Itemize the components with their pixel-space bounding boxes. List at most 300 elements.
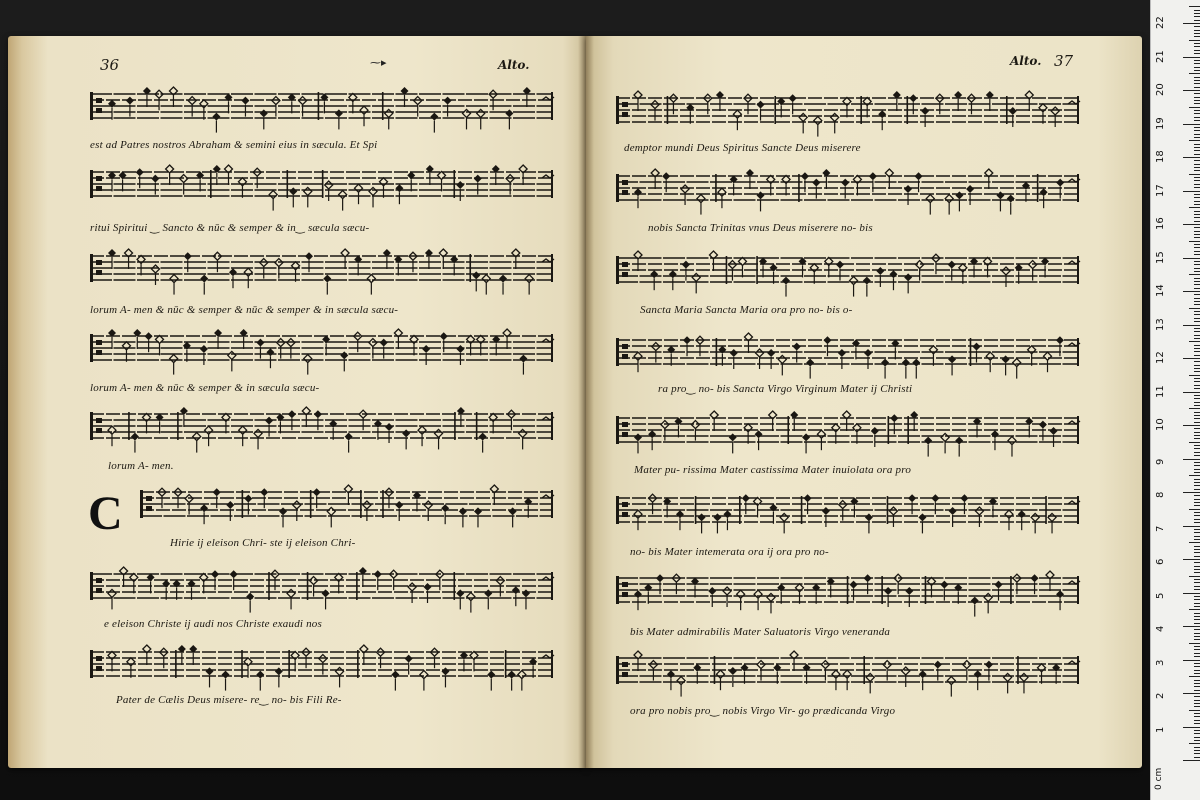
note (213, 165, 221, 185)
note (402, 429, 410, 449)
note (889, 270, 897, 290)
ruler-tick (1194, 378, 1200, 379)
ruler-tick (1194, 10, 1200, 11)
ruler-tick (1189, 375, 1200, 376)
ruler-tick (1194, 150, 1200, 151)
note (244, 268, 252, 288)
note (1025, 91, 1033, 111)
note (970, 257, 978, 277)
note (767, 175, 775, 195)
note (383, 249, 391, 269)
note (796, 584, 804, 604)
ruler-tick (1189, 408, 1200, 409)
note (354, 255, 362, 275)
ruler-tick (1194, 231, 1200, 232)
ruler-tick (1189, 6, 1200, 7)
ruler-tick (1194, 120, 1200, 121)
clef-bar (616, 338, 619, 366)
ruler-tick (1194, 639, 1200, 640)
note (1041, 257, 1049, 277)
ruler-tick (1189, 475, 1200, 476)
note (108, 329, 116, 349)
ruler-tick (1194, 633, 1200, 634)
note (147, 573, 155, 593)
note (127, 658, 135, 678)
note (519, 355, 527, 375)
lyric-line-left-8: Pater de Cælis Deus misere- re‿ no- bis Fili Re- (116, 694, 342, 706)
ruler-tick (1189, 274, 1200, 275)
clef-bar (90, 650, 93, 678)
note (955, 191, 963, 211)
note (1008, 437, 1016, 457)
note (974, 670, 982, 690)
note (413, 491, 421, 511)
ruler-number: 21 (1155, 49, 1166, 63)
ruler-tick (1194, 566, 1200, 567)
note (240, 329, 248, 349)
note (266, 348, 274, 368)
ruler-tick (1194, 448, 1200, 449)
note (716, 91, 724, 111)
note (276, 413, 284, 433)
ruler-tick (1194, 412, 1200, 413)
ruler-tick (1194, 546, 1200, 547)
ruler-tick (1194, 368, 1200, 369)
ruler-number: 17 (1155, 183, 1166, 197)
note (438, 171, 446, 191)
note (143, 87, 151, 107)
ruler-tick (1194, 137, 1200, 138)
note (850, 497, 858, 517)
ruler-tick (1194, 519, 1200, 520)
note (395, 501, 403, 521)
ruler-tick (1194, 616, 1200, 617)
note (757, 191, 765, 211)
music-staff-right-3 (612, 248, 1082, 304)
note (367, 275, 375, 295)
note (322, 589, 330, 609)
note (1022, 182, 1030, 202)
note (214, 329, 222, 349)
ruler-tick (1194, 160, 1200, 161)
ruler-number: 18 (1155, 150, 1166, 163)
note (292, 262, 300, 282)
note (893, 91, 901, 111)
ruler-tick (1189, 576, 1200, 577)
lyric-line-right-2: nobis Sancta Trinitas vnus Deus miserere no- bis (648, 222, 873, 234)
note (971, 597, 979, 617)
ruler-tick (1194, 572, 1200, 573)
ruler-tick (1194, 50, 1200, 51)
note (108, 426, 116, 446)
note (864, 349, 872, 369)
ruler-number: 10 (1155, 418, 1166, 431)
note (989, 497, 997, 517)
note (799, 257, 807, 277)
note (173, 580, 181, 600)
ruler-tick (1194, 261, 1200, 262)
ruler-tick (1194, 455, 1200, 456)
note (125, 249, 133, 269)
note (467, 593, 475, 613)
ruler-tick (1189, 207, 1200, 208)
ruler-tick (1194, 438, 1200, 439)
ruler-tick (1194, 435, 1200, 436)
ruler-tick (1194, 402, 1200, 403)
ruler-tick (1194, 33, 1200, 34)
note (954, 91, 962, 111)
note (524, 498, 532, 518)
ruler-tick (1194, 43, 1200, 44)
note (744, 333, 752, 353)
note (133, 329, 141, 349)
ruler-tick (1194, 351, 1200, 352)
ruler-tick (1194, 549, 1200, 550)
note (222, 671, 230, 691)
note (224, 165, 232, 185)
ruler-tick (1194, 713, 1200, 714)
note (395, 184, 403, 204)
note (921, 107, 929, 127)
note (320, 93, 328, 113)
ruler-tick (1194, 87, 1200, 88)
ruler-tick (1194, 294, 1200, 295)
music-staff-right-7 (612, 568, 1082, 624)
ruler-tick (1194, 733, 1200, 734)
note (374, 420, 382, 440)
ruler-tick (1194, 663, 1200, 664)
note (698, 513, 706, 533)
ruler-tick (1194, 666, 1200, 667)
ruler-tick (1194, 301, 1200, 302)
note (822, 169, 830, 189)
note (156, 335, 164, 355)
note (122, 342, 130, 362)
note (634, 188, 642, 208)
ruler-tick (1194, 472, 1200, 473)
note (1040, 188, 1048, 208)
ruler-tick (1194, 311, 1200, 312)
ruler-tick (1189, 743, 1200, 744)
ruler-tick (1194, 405, 1200, 406)
note (523, 87, 531, 107)
music-staff-left-8 (86, 642, 556, 698)
note (729, 667, 737, 687)
note (344, 485, 352, 505)
ruler-tick (1194, 398, 1200, 399)
note (985, 169, 993, 189)
note (137, 255, 145, 275)
ruler-tick (1194, 690, 1200, 691)
ruler-tick (1194, 46, 1200, 47)
note (420, 671, 428, 691)
note (178, 645, 186, 665)
note (304, 355, 312, 375)
note (359, 567, 367, 587)
ruler-tick (1194, 335, 1200, 336)
ruler-tick (1194, 197, 1200, 198)
ruler-tick (1194, 716, 1200, 717)
ruler-tick (1194, 649, 1200, 650)
note (229, 268, 237, 288)
ruler-tick (1194, 495, 1200, 496)
note (843, 670, 851, 690)
note (667, 670, 675, 690)
lyric-line-right-6: no- bis Mater intemerata ora ij ora pro no- (630, 546, 829, 558)
note (755, 430, 763, 450)
note (1056, 590, 1064, 610)
note (918, 513, 926, 533)
ruler-tick (1194, 418, 1200, 419)
ruler-tick (1194, 271, 1200, 272)
note (669, 270, 677, 290)
note (891, 339, 899, 359)
note (143, 413, 151, 433)
lyric-line-right-7: bis Mater admirabilis Mater Saluatoris Virgo veneranda (630, 626, 891, 638)
note (959, 264, 967, 284)
ruler-tick (1194, 304, 1200, 305)
note (710, 411, 718, 431)
note (1025, 417, 1033, 437)
ruler-tick (1194, 130, 1200, 131)
note (360, 645, 368, 665)
ruler-tick (1194, 77, 1200, 78)
ruler-tick (1194, 147, 1200, 148)
note (876, 267, 884, 287)
note (162, 580, 170, 600)
ruler-tick (1194, 512, 1200, 513)
ruler-tick (1194, 499, 1200, 500)
ruler-tick (1194, 345, 1200, 346)
ruler-tick (1194, 599, 1200, 600)
note (226, 501, 234, 521)
note (881, 359, 889, 379)
note (206, 667, 214, 687)
note (863, 277, 871, 297)
ruler-number: 7 (1155, 525, 1166, 532)
ruler-tick (1194, 20, 1200, 21)
note (200, 275, 208, 295)
note (193, 433, 201, 453)
note (244, 658, 252, 678)
note (450, 255, 458, 275)
ruler-tick (1183, 626, 1200, 627)
note (492, 165, 500, 185)
ruler-tick (1194, 348, 1200, 349)
ruler-tick (1194, 227, 1200, 228)
ruler-number: 11 (1155, 384, 1166, 398)
ruler-tick (1194, 539, 1200, 540)
note (885, 169, 893, 189)
ruler-tick (1194, 596, 1200, 597)
ruler-tick (1194, 251, 1200, 252)
note (418, 426, 426, 446)
ruler-tick (1183, 57, 1200, 58)
lyric-line-right-5: Mater pu- rissima Mater castissima Mater inuiolata ora pro (634, 464, 912, 476)
note (718, 188, 726, 208)
note (322, 335, 330, 355)
note (648, 430, 656, 450)
ruler-tick (1194, 288, 1200, 289)
clef-bar (616, 656, 619, 684)
music-staff-right-6 (612, 488, 1082, 544)
note (991, 430, 999, 450)
right-page (586, 36, 1142, 768)
music-staff-right-5 (612, 408, 1082, 464)
ruler-number: 9 (1155, 458, 1166, 465)
note (239, 426, 247, 446)
lyric-line-left-5: lorum A- men. (108, 460, 174, 472)
ruler-tick (1194, 36, 1200, 37)
note (508, 671, 516, 691)
ruler-tick (1194, 103, 1200, 104)
ruler-tick (1183, 258, 1200, 259)
ruler-tick (1189, 609, 1200, 610)
note (130, 573, 138, 593)
ruler-tick (1189, 509, 1200, 510)
ruler-number: 15 (1155, 250, 1166, 264)
note (169, 87, 177, 107)
ruler-unit-label: 0 cm (1154, 767, 1164, 790)
note (474, 507, 482, 527)
note (773, 664, 781, 684)
ruler-tick (1183, 693, 1200, 694)
ruler-tick (1194, 321, 1200, 322)
right-page-number: 37 (1054, 52, 1074, 70)
note (986, 352, 994, 372)
note (456, 181, 464, 201)
note (782, 277, 790, 297)
note (205, 426, 213, 446)
note (827, 577, 835, 597)
ruler-tick (1194, 636, 1200, 637)
note (825, 257, 833, 277)
note (954, 584, 962, 604)
note (754, 590, 762, 610)
ruler-tick (1194, 184, 1200, 185)
note (379, 178, 387, 198)
note (482, 275, 490, 295)
note (484, 589, 492, 609)
note (108, 171, 116, 191)
ruler-tick (1194, 613, 1200, 614)
ruler-tick (1194, 673, 1200, 674)
ruler-tick (1194, 415, 1200, 416)
ruler-number: 5 (1155, 592, 1166, 599)
note (740, 664, 748, 684)
right-running-head: Alto. (1010, 54, 1042, 68)
music-staff-left-3 (86, 246, 556, 302)
music-staff-right-2 (612, 166, 1082, 222)
note (424, 583, 432, 603)
note (651, 169, 659, 189)
note (166, 165, 174, 185)
ruler-tick (1194, 623, 1200, 624)
note (1005, 510, 1013, 530)
ruler-tick (1194, 432, 1200, 433)
ruler-number: 1 (1155, 726, 1166, 733)
lyric-line-left-3: lorum A- men & nūc & semper & nūc & semper & in sæcula sæcu- (90, 304, 399, 316)
note (973, 417, 981, 437)
note (441, 667, 449, 687)
note (709, 251, 717, 271)
ruler-tick (1183, 526, 1200, 527)
ruler-tick (1194, 629, 1200, 630)
note (634, 590, 642, 610)
clef-bar (140, 490, 143, 518)
note (905, 587, 913, 607)
ruler-tick (1194, 331, 1200, 332)
note (693, 664, 701, 684)
note (966, 185, 974, 205)
note (770, 264, 778, 284)
ruler-tick (1194, 522, 1200, 523)
lyric-line-right-3: Sancta Maria Sancta Maria ora pro no- bis o- (640, 304, 853, 316)
note (180, 407, 188, 427)
note (477, 335, 485, 355)
ruler-tick (1189, 308, 1200, 309)
note (156, 413, 164, 433)
note (663, 497, 671, 517)
ruler-tick (1183, 191, 1200, 192)
ruler-tick (1194, 100, 1200, 101)
ruler-tick (1189, 676, 1200, 677)
note (131, 433, 139, 453)
lyric-line-right-4: ra pro‿ no- bis Sancta Virgo Virginum Mater ij Christi (658, 383, 913, 395)
ruler-tick (1194, 683, 1200, 684)
note (817, 430, 825, 450)
left-page-number: 36 (100, 56, 120, 74)
note (238, 178, 246, 198)
note (718, 346, 726, 366)
note (489, 413, 497, 433)
ruler-tick (1194, 214, 1200, 215)
ruler-tick (1183, 124, 1200, 125)
clef-bar (616, 416, 619, 444)
ruler-number: 3 (1155, 659, 1166, 666)
ruler-tick (1194, 469, 1200, 470)
ruler-tick (1194, 221, 1200, 222)
note (686, 104, 694, 124)
ruler-tick (1194, 211, 1200, 212)
ruler-tick (1194, 502, 1200, 503)
note (269, 191, 277, 211)
ruler-tick (1194, 13, 1200, 14)
ruler-tick (1194, 237, 1200, 238)
note (256, 671, 264, 691)
note (505, 109, 513, 129)
note (391, 671, 399, 691)
ruler-tick (1189, 241, 1200, 242)
ruler-tick (1194, 445, 1200, 446)
ruler-tick (1194, 395, 1200, 396)
note (349, 93, 357, 113)
ruler-tick (1194, 127, 1200, 128)
note (425, 249, 433, 269)
ruler-tick (1194, 371, 1200, 372)
note (327, 507, 335, 527)
ruler-tick (1194, 355, 1200, 356)
ruler-tick (1194, 479, 1200, 480)
book-gutter (578, 36, 594, 768)
ruler-tick (1194, 703, 1200, 704)
ruler-tick (1183, 291, 1200, 292)
note (509, 507, 517, 527)
clef-bar (90, 334, 93, 362)
note (769, 411, 777, 431)
ruler-tick (1194, 113, 1200, 114)
ruler-tick (1194, 740, 1200, 741)
